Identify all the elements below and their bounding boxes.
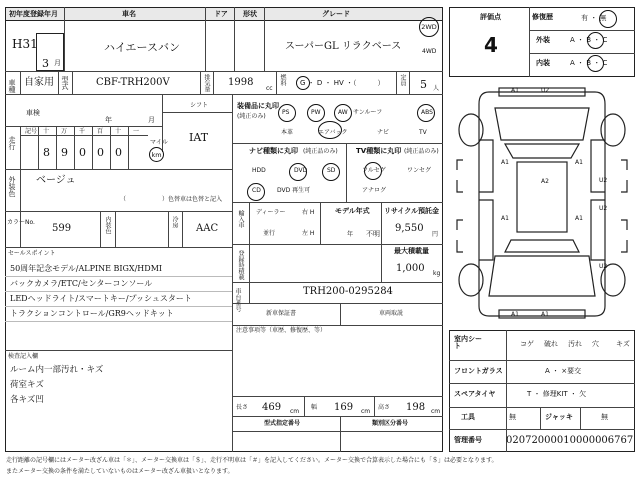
drive-2wd: 2WD xyxy=(421,23,437,31)
model-year-label: モデル年式 xyxy=(335,207,370,215)
type-cert-label: 型式指定番号 xyxy=(264,420,301,427)
odometer-digit: 9 xyxy=(61,146,68,159)
shape-label: 形状 xyxy=(243,10,257,18)
km-circle xyxy=(149,147,164,162)
glass-label: フロントガラス xyxy=(454,367,503,375)
length-value: 469 xyxy=(262,402,282,413)
ac: AAC xyxy=(196,223,219,234)
first-reg-month: 3 xyxy=(42,57,49,70)
nav-item: CD xyxy=(252,187,261,194)
digit-header: 記号 xyxy=(25,128,38,135)
damage-code-label: A1 xyxy=(501,215,509,222)
nav-item: DVD 再生可 xyxy=(277,187,311,194)
equipment-item: PS xyxy=(282,109,290,116)
width-unit: cm xyxy=(361,408,371,415)
seat-item: キズ xyxy=(616,340,630,348)
odometer-digit: 8 xyxy=(43,146,50,159)
damage-code-label: A1 xyxy=(511,311,519,318)
color-note: （ ）色替車は色替と記入 xyxy=(120,196,223,203)
digit-header: 万 xyxy=(61,128,68,135)
exterior-label: 外装 xyxy=(536,36,550,44)
first-reg-label: 初年度登録年月 xyxy=(9,10,58,18)
nav-item: SD xyxy=(327,167,336,174)
equipment-item: PW xyxy=(311,109,321,116)
damage-code-label: U2 xyxy=(599,177,608,184)
damage-code-label: U2 xyxy=(541,87,550,94)
exterior-color: ベージュ xyxy=(36,175,76,186)
seat-label: 室内シート xyxy=(454,335,482,350)
mgmt-value: 02072000010000006767 xyxy=(506,435,634,446)
height-unit: cm xyxy=(431,408,441,415)
length-unit: cm xyxy=(290,408,300,415)
seat-item: コゲ xyxy=(520,340,534,348)
exterior-options: A ・ B ・ C xyxy=(570,36,608,44)
max-load-unit: kg xyxy=(433,270,441,277)
width-value: 169 xyxy=(334,402,354,413)
caution-label: 注意事項等（車歴、修復歴、等） xyxy=(236,327,327,334)
dealer-label: ディーラー xyxy=(256,209,286,216)
inspector-note-line: 荷室キズ xyxy=(10,380,44,390)
kind: 自家用 xyxy=(24,77,54,88)
cc-unit: cc xyxy=(266,85,273,92)
ac-label: 冷房 xyxy=(171,216,178,228)
length-label: 長さ xyxy=(236,404,249,411)
damage-code-label: A1 xyxy=(501,159,509,166)
capacity-unit: 人 xyxy=(433,85,440,92)
class-label: 類別区分番号 xyxy=(372,420,409,427)
shift-label: シフト xyxy=(190,102,209,109)
grade: スーパーGL リラクベース xyxy=(285,41,402,52)
jack-label: ジャッキ xyxy=(545,413,573,421)
recycle-label: リサイクル預託金 xyxy=(384,207,440,215)
tv-item: フルセグ xyxy=(362,167,386,174)
mileage-label: 走行 xyxy=(8,136,16,150)
color-no-label: カラーNo. xyxy=(7,219,35,226)
digit-header: 一 xyxy=(133,128,140,135)
nav-subtitle: (純正品のみ) xyxy=(303,148,338,155)
width-label: 幅 xyxy=(311,404,318,411)
mile-label: マイル xyxy=(150,139,168,146)
inspection-year-unit: 年 xyxy=(105,116,112,124)
manual: 車両取説 xyxy=(379,310,404,317)
inspector-note-line: ルーム内一部汚れ・キズ xyxy=(10,365,104,375)
interior-color-label: 内装色 xyxy=(104,216,111,234)
sales-points-label: セールスポイント xyxy=(8,250,56,257)
damage-code-label: A1 xyxy=(511,87,519,94)
first-reg-month-unit: 月 xyxy=(54,59,61,67)
equipment-item-2: エアバック xyxy=(318,129,348,136)
interior-options: A ・ B ・ C xyxy=(570,59,608,67)
inspector-note-line: 各キズ凹 xyxy=(10,395,44,405)
digit-header: 千 xyxy=(79,128,86,135)
seat-item: 破れ xyxy=(544,340,558,348)
repair-options: 有 ・ 無 xyxy=(581,14,607,22)
drive-4wd: 4WD xyxy=(422,48,437,55)
displacement-label: 排気量 xyxy=(203,74,210,92)
capacity: 5 xyxy=(420,78,427,91)
drive-2wd-circle xyxy=(419,17,439,37)
new-car-warranty: 新車保証書 xyxy=(266,310,297,317)
tool-value: 無 xyxy=(509,413,516,421)
height-value: 198 xyxy=(406,402,426,413)
capacity-label: 定員 xyxy=(399,74,406,86)
displacement: 1998 xyxy=(228,77,254,88)
tv-title: TV種類に丸印 xyxy=(356,147,402,155)
grade-label: グレード xyxy=(322,10,350,18)
chassis-label: 車台番号 xyxy=(234,288,241,312)
nav-item: HDD xyxy=(252,167,266,174)
odometer-digit: 0 xyxy=(115,146,122,159)
damage-code-label: U2 xyxy=(599,263,608,270)
color-label: 外装色 xyxy=(8,176,16,197)
spare-label: スペアタイヤ xyxy=(454,390,496,398)
inspection-month-unit: 月 xyxy=(148,116,155,124)
model-name-label: 車名 xyxy=(122,10,136,18)
mgmt-label: 管理番号 xyxy=(454,436,482,444)
seat-item: 汚れ xyxy=(568,340,582,348)
inspection-label: 車検 xyxy=(26,109,40,117)
recycle-unit: 円 xyxy=(432,231,439,238)
sales-point-line: バックカメラ/ETC/センターコンソール xyxy=(10,279,153,288)
fuel-options: G ・ D ・ HV ・（ ） xyxy=(300,79,385,87)
shift: IAT xyxy=(189,131,209,144)
color-no: 599 xyxy=(52,223,72,234)
jack-value: 無 xyxy=(601,413,608,421)
type-label: 型式 xyxy=(61,76,69,90)
model-year-prefix: 年 xyxy=(347,231,354,238)
right-handle: 右 H xyxy=(302,209,315,216)
odometer-digit: 0 xyxy=(79,146,86,159)
km-label: km xyxy=(151,150,162,159)
damage-code-label: A1 xyxy=(575,159,583,166)
damage-code-label: A1 xyxy=(575,215,583,222)
interior-label: 内装 xyxy=(536,59,550,67)
car-damage-diagram xyxy=(449,80,635,326)
loading-label: 登録時積載 xyxy=(237,250,244,280)
glass-value: A ・ ×要交 xyxy=(545,367,582,375)
tool-label: 工具 xyxy=(461,413,475,421)
type: CBF-TRH200V xyxy=(96,77,170,88)
tv-subtitle: (純正品のみ) xyxy=(404,148,439,155)
sales-point-line: 50周年記念モデル/ALPINE BIGX/HDMI xyxy=(10,264,163,273)
digit-header: 十 xyxy=(115,128,122,135)
damage-code-label: A1 xyxy=(541,311,549,318)
equipment-item-2: TV xyxy=(419,129,427,136)
footer-line-2: またメーター交換の条件を満たしていないものはメーター改ざん車扱いとなります。 xyxy=(6,468,234,475)
parallel-label: 並行 xyxy=(263,230,276,237)
import-label: 輸入車 xyxy=(237,210,244,228)
nav-title: ナビ種類に丸印 xyxy=(249,147,298,155)
equipment-item: AW xyxy=(338,109,348,116)
door-label: ドア xyxy=(214,10,228,18)
height-label: 高さ xyxy=(378,404,391,411)
damage-code-label: U2 xyxy=(599,205,608,212)
equipment-item: サンルーフ xyxy=(353,109,383,116)
max-load-label: 最大積載量 xyxy=(394,247,429,255)
equipment-title: 装備品に丸印 xyxy=(237,102,279,110)
digit-header: 十 xyxy=(43,128,50,135)
damage-code-label: A2 xyxy=(541,178,549,185)
footer-line-1: 走行距離の記号欄にはメーター改ざん車は「＊」、メーター交換車は「＄」、走行不明車は「＃」を記入してください。メーター交換で合算表示した場合にも「＄」は必要となります。 xyxy=(6,457,498,464)
digit-header: 百 xyxy=(97,128,104,135)
airbag-circle xyxy=(318,121,342,139)
first-reg-year: H31 xyxy=(12,37,38,51)
odometer-digit: 0 xyxy=(97,146,104,159)
repair-label: 修復歴 xyxy=(532,13,553,21)
chassis-number: TRH200-0295284 xyxy=(303,286,393,297)
max-load-value: 1,000 xyxy=(396,263,425,274)
score: 4 xyxy=(484,33,498,57)
equipment-subtitle: (純正のみ) xyxy=(237,113,266,120)
sales-point-line: LEDヘッドライト/スマートキー/プッシュスタート xyxy=(10,294,192,303)
tv-item: ワンセグ xyxy=(407,167,432,174)
left-handle: 左 H xyxy=(302,230,315,237)
score-label: 評価点 xyxy=(480,13,501,21)
equipment-item-2: ナビ xyxy=(377,129,390,136)
inspector-label: 検査記入欄 xyxy=(8,353,39,360)
spare-value: T ・ 修理KIT ・ 欠 xyxy=(527,390,587,398)
model-year-value: 不明 xyxy=(366,230,380,238)
recycle-value: 9,550 xyxy=(395,223,424,234)
seat-item: 穴 xyxy=(592,340,599,348)
kind-label: 車種 xyxy=(8,79,16,93)
fuel-label: 燃料 xyxy=(279,74,286,86)
tv-item: アナログ xyxy=(362,187,387,194)
model-name: ハイエースバン xyxy=(104,41,181,54)
equipment-item: ABS xyxy=(421,109,433,116)
sales-point-line: トラクションコントロール/GR9ヘッドキット xyxy=(10,309,174,318)
nav-item: DVD xyxy=(294,167,308,174)
equipment-item-2: 本革 xyxy=(281,129,294,136)
